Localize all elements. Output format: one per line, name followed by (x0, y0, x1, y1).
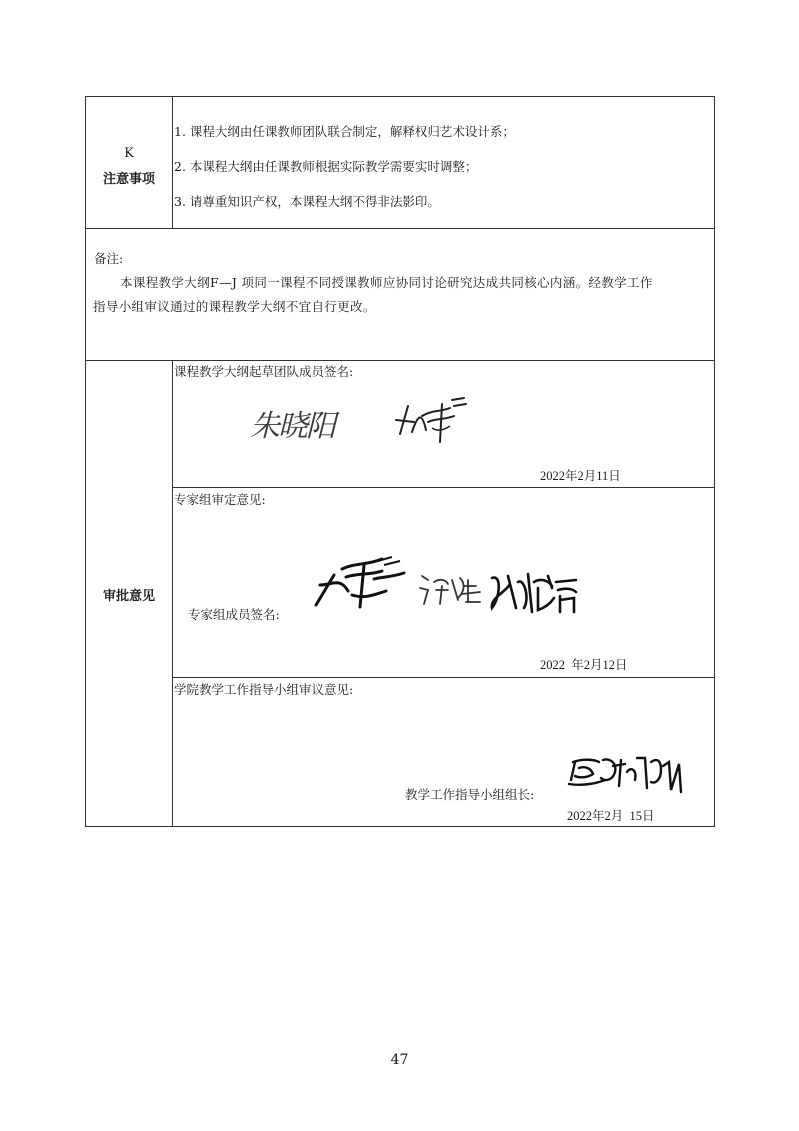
expert-signature-2 (418, 570, 488, 610)
row-divider (85, 360, 715, 361)
drafting-signature-zhu (248, 400, 368, 448)
row-divider (172, 487, 715, 488)
note-item-1: 1. 课程大纲由任课教师团队联合制定，解释权归艺术设计系； (174, 124, 515, 139)
handwritten-name-text: 朱晓阳 (250, 409, 334, 444)
note-item-2: 2. 本课程大纲由任课教师根据实际教学需要实时调整； (174, 159, 478, 174)
expert-date: 2022 年2月12日 (540, 658, 628, 672)
column-divider (172, 360, 173, 827)
expert-title: 专家组审定意见: (174, 492, 266, 507)
row-divider (172, 677, 715, 678)
row-divider (85, 228, 715, 229)
remarks-line-2: 指导小组审议通过的课程教学大纲不宜自行更改。 (93, 299, 376, 314)
remarks-line-1: 本课程教学大纲F—J 项同一课程不同授课教师应协同讨论研究达成共同核心内涵。经教学工作 (120, 275, 653, 290)
notes-label-letter: K (124, 146, 134, 161)
expert-signature-1 (312, 555, 412, 611)
remarks-heading: 备注: (94, 251, 124, 266)
college-date: 2022年2月 15日 (567, 809, 655, 823)
note-item-3: 3. 请尊重知识产权，本课程大纲不得非法影印。 (174, 194, 440, 209)
drafting-date: 2022年2月11日 (540, 469, 621, 483)
column-divider (172, 96, 173, 228)
approval-label: 审批意见 (102, 589, 155, 604)
expert-signature-3 (488, 568, 580, 618)
drafting-signature-2 (392, 392, 482, 448)
page-number: 47 (390, 1052, 409, 1068)
college-title: 学院教学工作指导小组审议意见: (174, 682, 354, 697)
college-leader-label: 教学工作指导小组组长: (405, 787, 535, 802)
notes-label: 注意事项 (102, 172, 155, 187)
drafting-title: 课程教学大纲起草团队成员签名: (174, 364, 354, 379)
college-leader-signature (565, 752, 689, 796)
expert-members-label: 专家组成员签名: (188, 607, 280, 622)
